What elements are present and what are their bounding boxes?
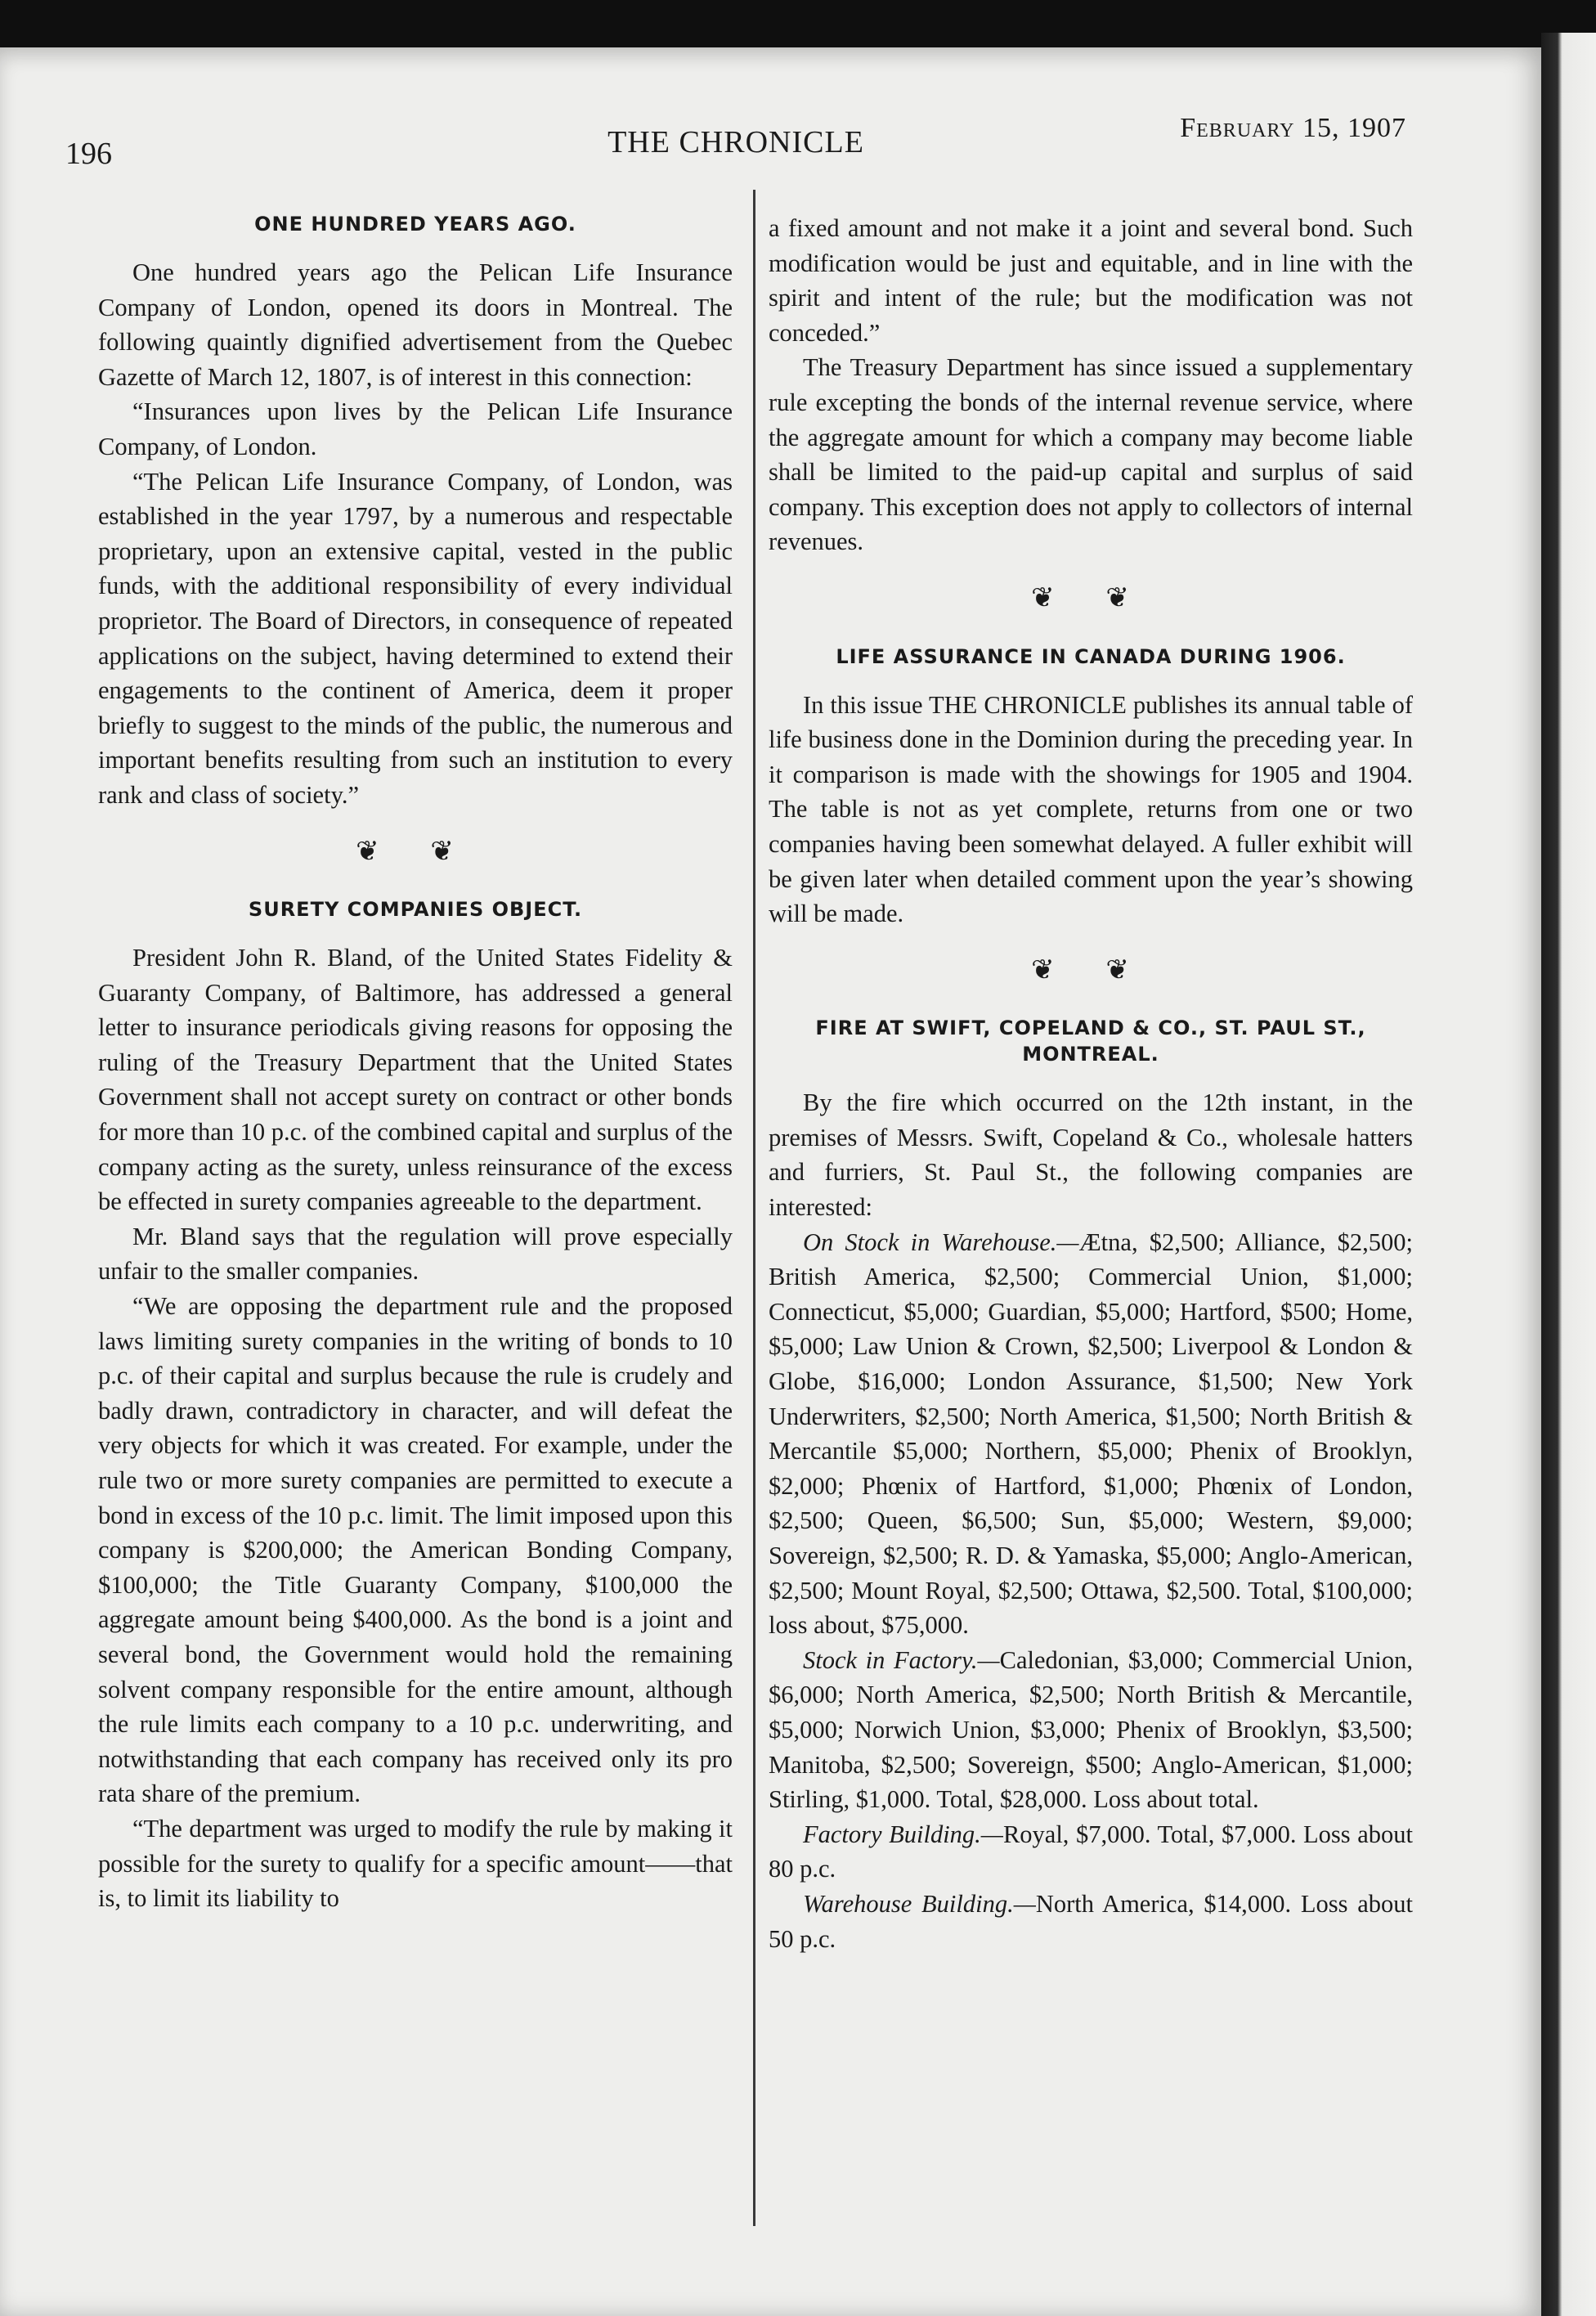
running-head [65,57,1406,171]
paragraph-text: North America, $14,000. Loss about 50 p.c. [769,1889,1413,1953]
paragraph: In this issue THE CHRONICLE publishes its annual table of life business done in the Dominion during the preceding year. In it comparison is made with the showings for 1905 and 1904. The table is not as yet complete, returns from one or two companies having been somewhat delayed. A fuller exhibit will be given later when detailed comment upon the year’s showing will be made. [769,690,1413,928]
paragraph: “Insurances upon lives by the Pelican Life Insurance Company, of London. [98,397,733,460]
paragraph-text: Royal, $7,000. Total, $7,000. Loss about 80 p.c. [769,1820,1413,1883]
publication-title: THE CHRONICLE [607,125,864,159]
paragraph: Mr. Bland says that the regulation will prove especially unfair to the smaller companies. [98,1222,733,1286]
paragraph-continuation: a fixed amount and not make it a joint and several bond. Such modification would be just and equitable, and in line with the spirit and intent of the rule; but the modification was not conceded.” [769,214,1413,347]
subheading-label: Factory Building.— [803,1820,1003,1848]
paragraph-text: Caledonian, $3,000; Commercial Union, $6,000; North America, $2,500; North British & Mercantile, $5,000; Norwich Union, $3,000; Phenix of Brooklyn, $3,500; Manitoba, $2,500; Sovereign, $500; Anglo-American, $1,000; Stirling, $1,000. Total, $28,000. Loss about total. [769,1645,1413,1814]
article-heading-fire: FIRE AT SWIFT, COPELAND & CO., ST. PAUL ST., MONTREAL. [815,1017,1366,1066]
paragraph: The Treasury Department has since issued a supplementary rule excepting the bonds of the internal revenue service, where the aggregate amount for which a company may become liable shall be limited to the paid-up capital and surplus of said company. This exception does not apply to collectors of internal revenues. [769,353,1413,556]
column-divider [753,190,755,2226]
paragraph-stock-warehouse [769,1225,1413,1643]
left-column [98,211,733,1916]
paragraph-text: Ætna, $2,500; Alliance, $2,500; British America, $2,500; Commercial Union, $1,000; Connecticut, $5,000; Guardian, $5,000; Hartford, $500; Home, $5,000; Law Union & Crown, $2,500; Liverpool & London & Globe, $16,000; London Assurance, $1,500; New York Underwriters, $2,500; North America, $1,500; North British & Mercantile $5,000; Northern, $5,000; Phenix of Brooklyn, $2,000; Phœnix of Hartford, $1,000; Phœnix of London, $2,500; Queen, $6,500; Sun, $5,000; Western, $9,000; Sovereign, $2,500; R. D. & Yamaska, $5,000; Anglo-American, $2,500; Mount Royal, $2,500; Ottawa, $2,500. Total, $100,000; loss about, $75,000. [769,1228,1413,1640]
paragraph-factory-building [769,1817,1413,1887]
right-column [769,211,1413,1956]
paragraph: “We are opposing the department rule and the proposed laws limiting surety companies in the writing of bonds to 10 p.c. of their capital and surplus because the rule is crudely and badly drawn, contradictory in character, and will defeat the very objects for which it was created. For example, under the rule two or more surety companies are permitted to execute a bond in excess of the 10 p.c. limit. The limit imposed upon this company is $200,000; the American Bonding Company, $100,000; the Title Guaranty Company, $100,000 the aggregate amount being $400,000. As the bond is a joint and several bond, the Government would hold the remaining solvent company responsible for the entire amount, although the rule limits each company to a 10 p.c. underwriting, and notwithstanding that each company has received only its pro rata share of the premium. [98,1292,733,1808]
article-heading-one-hundred-years: ONE HUNDRED YEARS AGO. [254,213,576,236]
article-heading-life-assurance: LIFE ASSURANCE IN CANADA DURING 1906. [836,644,1346,668]
paragraph: One hundred years ago the Pelican Life Insurance Company of London, opened its doors in Montreal. The following quaintly dignified advertisement from the Quebec Gazette of March 12, 1807, is of interest in this connection: [98,258,733,391]
page-number: 196 [65,137,112,171]
paragraph: President John R. Bland, of the United States Fidelity & Guaranty Company, of Baltimore, has addressed a general letter to insurance periodicals giving reasons for opposing the ruling of the Treasury Department that the United States Government shall not accept surety on contract or other bonds for more than 10 p.c. of the combined capital and surplus of the company acting as the surety, unless reinsurance of the excess be effected in surety companies agreeable to the department. [98,944,733,1216]
subheading-label: On Stock in Warehouse.— [803,1228,1079,1256]
subheading-label: Stock in Factory.— [803,1645,1000,1674]
paragraph: By the fire which occurred on the 12th instant, in the premises of Messrs. Swift, Copeland & Co., wholesale hatters and furriers, St. Paul St., the following companies are interested: [769,1088,1413,1222]
paragraph-stock-factory [769,1643,1413,1817]
book-spine [1541,33,1596,2316]
ornament-divider: ❦ ❦ [356,834,475,868]
paragraph: “The Pelican Life Insurance Company, of London, was established in the year 1797, by a numerous and respectable proprietary, upon an extensive capital, vested in the public funds, with the additional responsibility of every individual proprietor. The Board of Directors, in consequence of repeated applications on the subject, having determined to extend their engagements to the continent of America, deem it proper briefly to suggest to the minds of the public, the numerous and important benefits resulting from such an institution to every rank and class of society.” [98,467,733,809]
paragraph: “The department was urged to modify the rule by making it possible for the surety to qualify for a specific amount——that is, to limit its liability to [98,1814,733,1913]
article-heading-surety: SURETY COMPANIES OBJECT. [248,898,583,922]
paragraph-warehouse-building [769,1887,1413,1956]
ornament-divider: ❦ ❦ [1031,581,1150,614]
subheading-label: Warehouse Building.— [803,1889,1036,1918]
issue-date: February 15, 1907 [1180,113,1406,143]
ornament-divider: ❦ ❦ [1031,953,1150,986]
